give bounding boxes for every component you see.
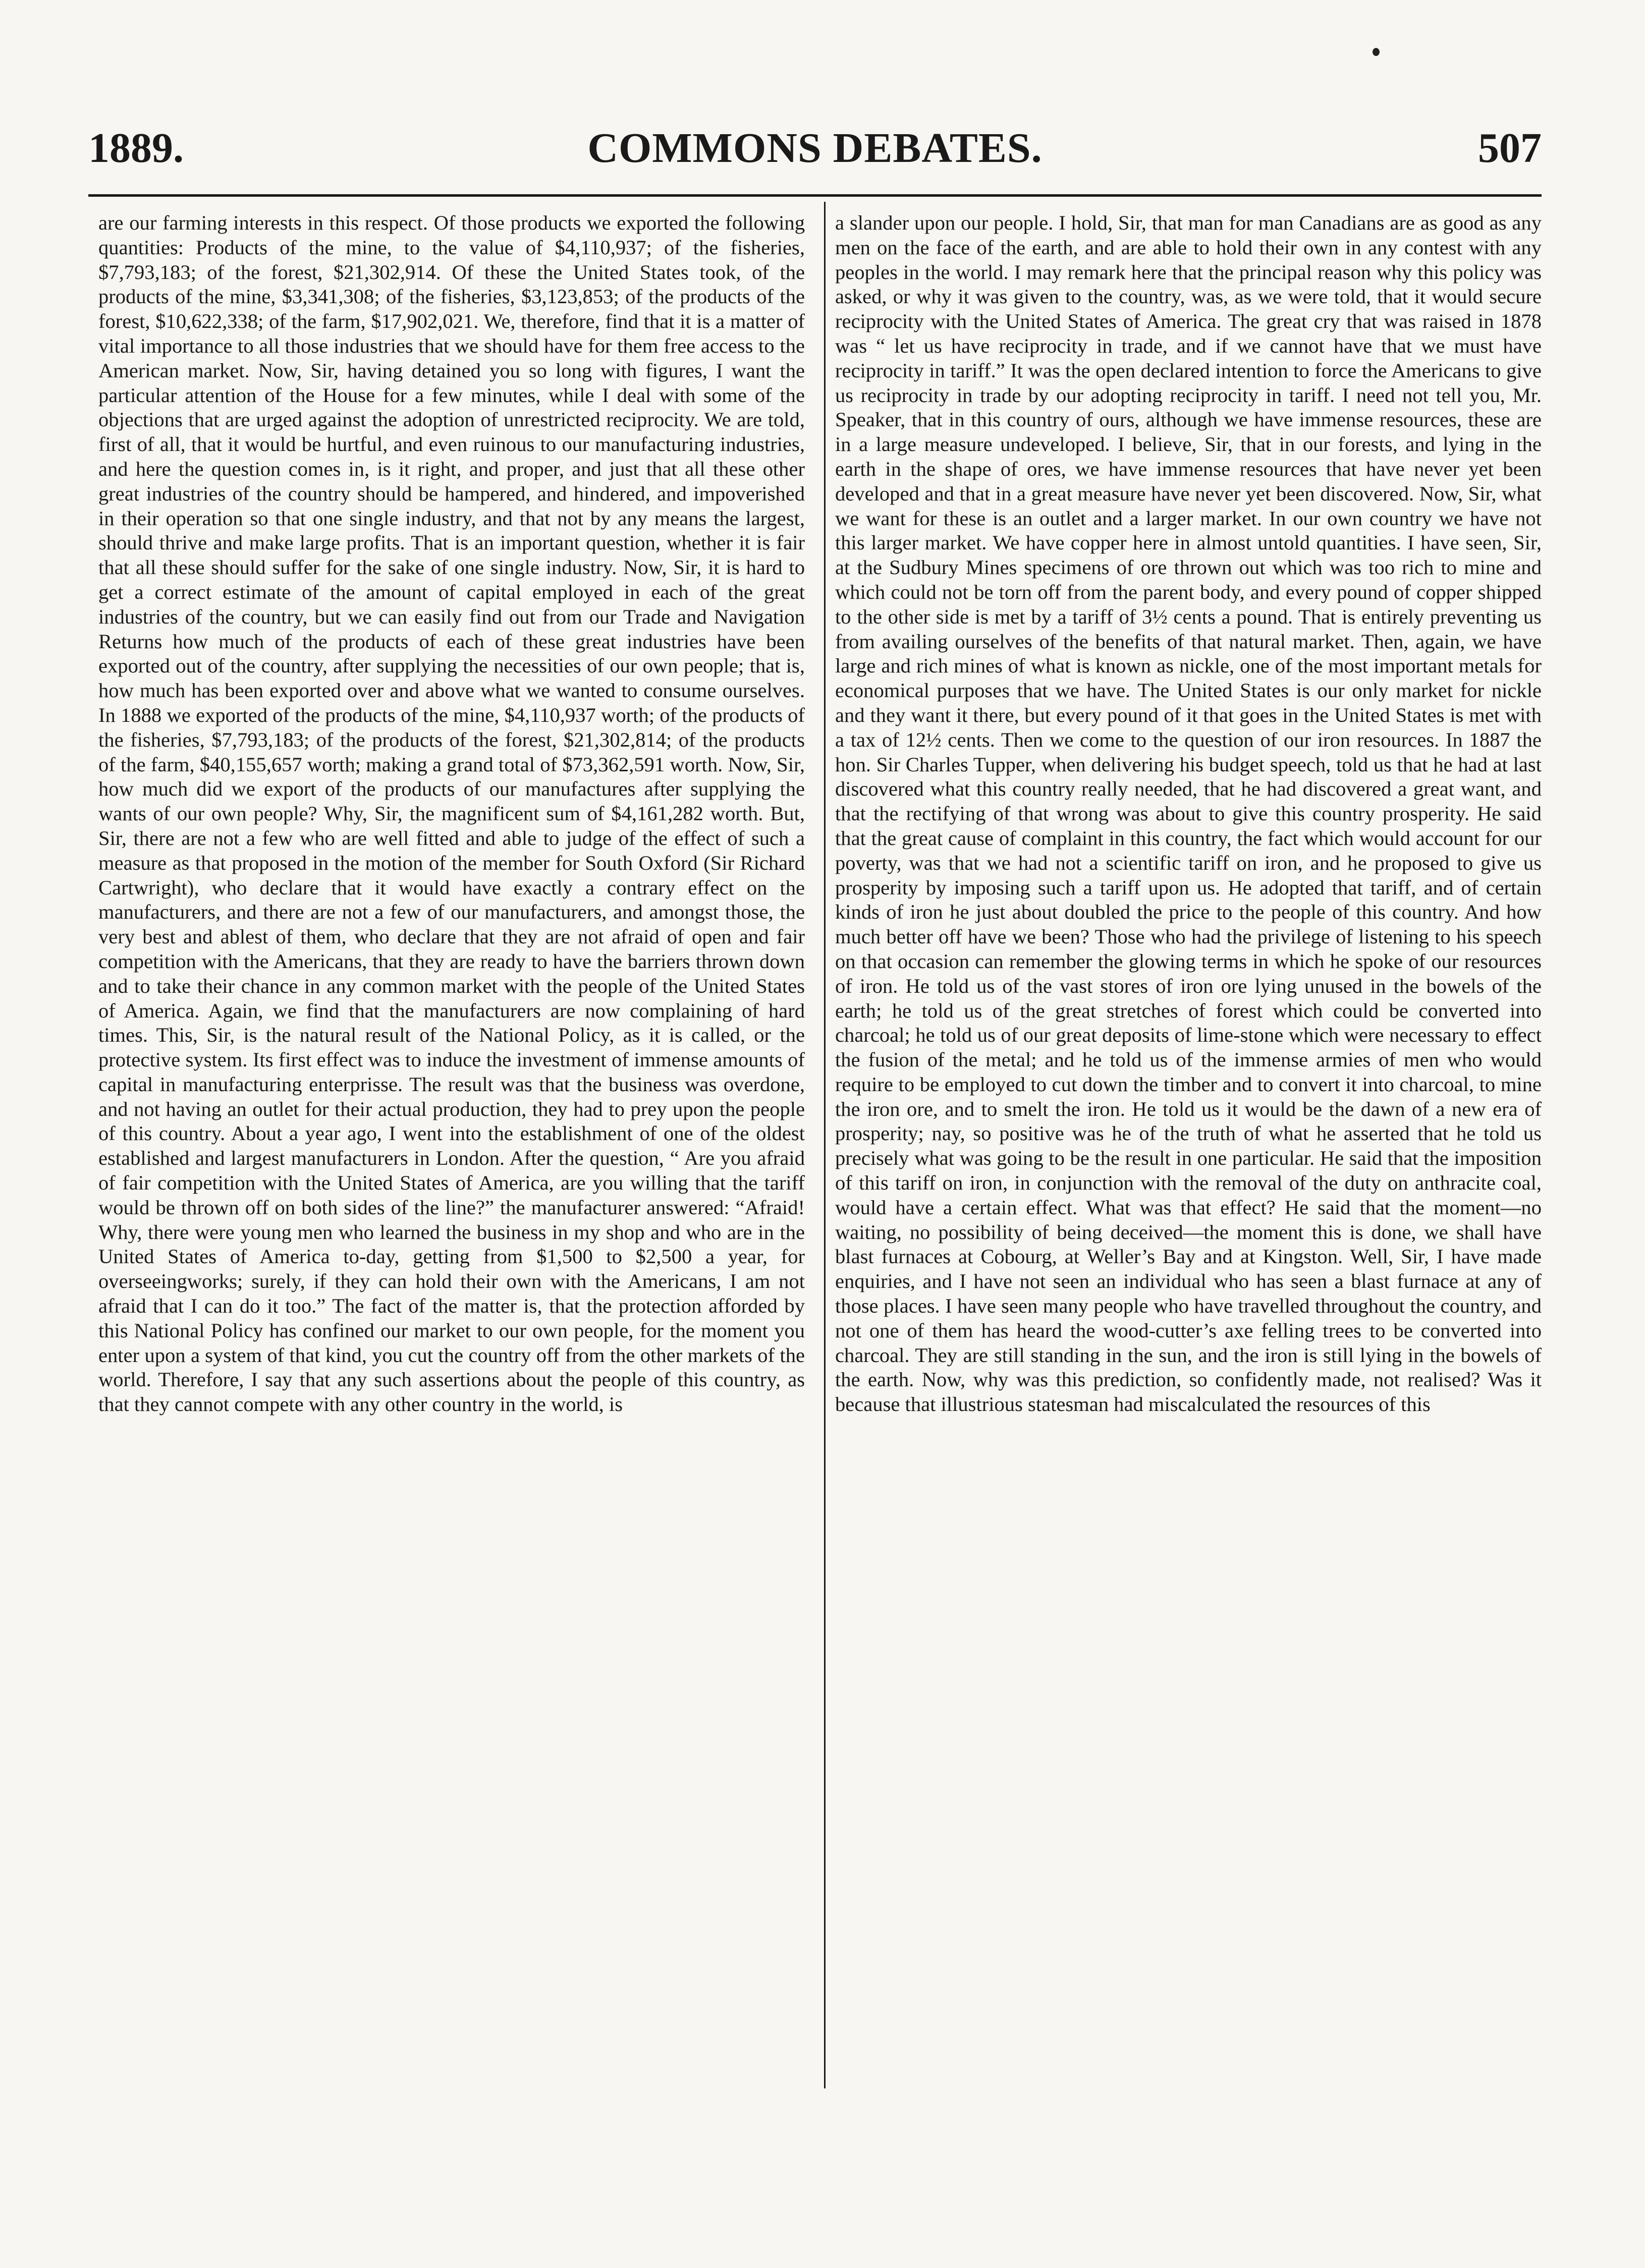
header-rule [88, 194, 1542, 197]
right-column [835, 211, 1542, 2087]
column-divider [824, 202, 826, 2088]
right-column-text: a slander upon our people. I hold, Sir, that man for man Canadians are as good as any men on the face of the earth, and are able to hold their own in any contest with any peoples in the world. I may remark here that the principal reason why this policy was asked, or why it was given to the country, was, as we were told, that it would secure reciprocity with the United States of America. The great cry that was raised in 1878 was “ let us have reciprocity in trade, and if we cannot have that we must have reciprocity in tariff.” It was the open declared intention to force the Americans to give us reciprocity in trade by our adopting reciprocity in tariff. I need not tell you, Mr. Speaker, that in this country of ours, although we have immense resources, these are in a large measure undeveloped. I believe, Sir, that in our forests, and lying in the earth in the shape of ores, we have immense resources that have never yet been developed and that in a great measure have never yet been discovered. Now, Sir, what we want for these is an outlet and a larger market. In our own country we have not this larger market. We have copper here in almost untold quantities. I have seen, Sir, at the Sudbury Mines specimens of ore thrown out which was too rich to mine and which could not be torn off from the parent body, and every pound of copper shipped to the other side is met by a tariff of 3½ cents a pound. That is entirely preventing us from availing ourselves of the benefits of that natural market. Then, again, we have large and rich mines of what is known as nickle, one of the most important metals for economical purposes that we have. The United States is our only market for nickle and they want it there, but every pound of it that goes in the United States is met with a tax of 12½ cents. Then we come to the question of our iron resources. In 1887 the hon. Sir Charles Tupper, when delivering his budget speech, told us that he had at last discovered what this country really needed, that he had discovered a great want, and that the rectifying of that wrong was about to give this country prosperity. He said that the great cause of complaint in this country, the fact which would account for our poverty, was that we had not a scientific tariff on iron, and he proposed to give us prosperity by imposing such a tariff upon us. He adopted that tariff, and of certain kinds of iron he just about doubled the price to the people of this country. And how much better off have we been? Those who had the privilege of listening to his speech on that occasion can remember the glowing terms in which he spoke of our resources of iron. He told us of the vast stores of iron ore lying unused in the bowels of the earth; he told us of the great stretches of forest which could be converted into charcoal; he told us of our great deposits of lime-stone which were necessary to effect the fusion of the metal; and he told us of the immense armies of men who would require to be employed to cut down the timber and to convert it into charcoal, to mine the iron ore, and to smelt the iron. He told us it would be the dawn of a new era of prosperity; nay, so positive was he of the truth of what he asserted that he told us precisely what was going to be the result in one particular. He said that the imposition of this tariff on iron, in conjunction with the removal of the duty on anthracite coal, would have a certain effect. What was that effect? He said that the moment—no waiting, no possibility of being deceived—the moment this is done, we shall have blast furnaces at Cobourg, at Weller’s Bay and at Kingston. Well, Sir, I have made enquiries, and I have not seen an individual who has seen a blast furnace at any of those places. I have seen many people who have travelled throughout the country, and not one of them has heard the wood-cutter’s axe felling trees to be converted into charcoal. They are still standing in the sun, and the iron is still lying in the bowels of the earth. Now, why was this prediction, so confidently made, not realised? Was it because that illustrious statesman had miscalculated the resources of this [835, 211, 1542, 1416]
page-header [88, 124, 1542, 179]
ink-speck [1373, 48, 1380, 56]
header-year: 1889. [88, 125, 184, 172]
left-column [98, 211, 805, 2087]
header-title: COMMONS DEBATES. [587, 125, 1043, 172]
left-column-text: are our farming interests in this respect. Of those products we exported the following quantities: Products of the mine, to the value of $4,110,937; of the fisheries, $7,793,183; of the forest, $21,302,914. Of these the United States took, of the products of the mine, $3,341,308; of the fisheries, $3,123,853; of the products of the forest, $10,622,338; of the farm, $17,902,021. We, therefore, find that it is a matter of vital importance to all those industries that we should have for them free access to the American market. Now, Sir, having detained you so long with figures, I want the particular attention of the House for a few minutes, while I deal with some of the objections that are urged against the adoption of unrestricted reciprocity. We are told, first of all, that it would be hurtful, and even ruinous to our manufacturing industries, and here the question comes in, is it right, and proper, and just that all these other great industries of the country should be hampered, and hindered, and impoverished in their operation so that one single industry, and that not by any means the largest, should thrive and make large profits. That is an important question, whether it is fair that all these should suffer for the sake of one single industry. Now, Sir, it is hard to get a correct estimate of the amount of capital employed in each of the great industries of the country, but we can easily find out from our Trade and Navigation Returns how much of the products of each of these great industries have been exported out of the country, after supplying the necessities of our own people; that is, how much has been exported over and above what we wanted to consume ourselves. In 1888 we exported of the products of the mine, $4,110,937 worth; of the products of the fisheries, $7,793,183; of the products of the forest, $21,302,814; of the products of the farm, $40,155,657 worth; making a grand total of $73,362,591 worth. Now, Sir, how much did we export of the products of our manufactures after supplying the wants of our own people? Why, Sir, the magnificent sum of $4,161,282 worth. But, Sir, there are not a few who are well fitted and able to judge of the effect of such a measure as that proposed in the motion of the member for South Oxford (Sir Richard Cartwright), who declare that it would have exactly a contrary effect on the manufacturers, and there are not a few of our manufacturers, and amongst those, the very best and ablest of them, who declare that they are not afraid of open and fair competition with the Americans, that they are ready to have the barriers thrown down and to take their chance in any common market with the people of the United States of America. Again, we find that the manufacturers are now complaining of hard times. This, Sir, is the natural result of the National Policy, as it is called, or the protective system. Its first effect was to induce the investment of immense amounts of capital in manufacturing enterprisse. The result was that the business was overdone, and not having an outlet for their actual production, they had to prey upon the people of this country. About a year ago, I went into the establishment of one of the oldest established and largest manufacturers in London. After the question, “ Are you afraid of fair competition with the United States of America, are you willing that the tariff would be thrown off on both sides of the line?” the manufacturer answered: “Afraid! Why, there were young men who learned the business in my shop and who are in the United States of America to-day, getting from $1,500 to $2,500 a year, for overseeingworks; surely, if they can hold their own with the Americans, I am not afraid that I can do it too.” The fact of the matter is, that the protection afforded by this National Policy has confined our market to our own people, for the moment you enter upon a system of that kind, you cut the country off from the other markets of the world. Therefore, I say that any such assertions about the people of this country, as that they cannot compete with any other country in the world, is [98, 211, 805, 1416]
header-page-number: 507 [1478, 125, 1542, 172]
